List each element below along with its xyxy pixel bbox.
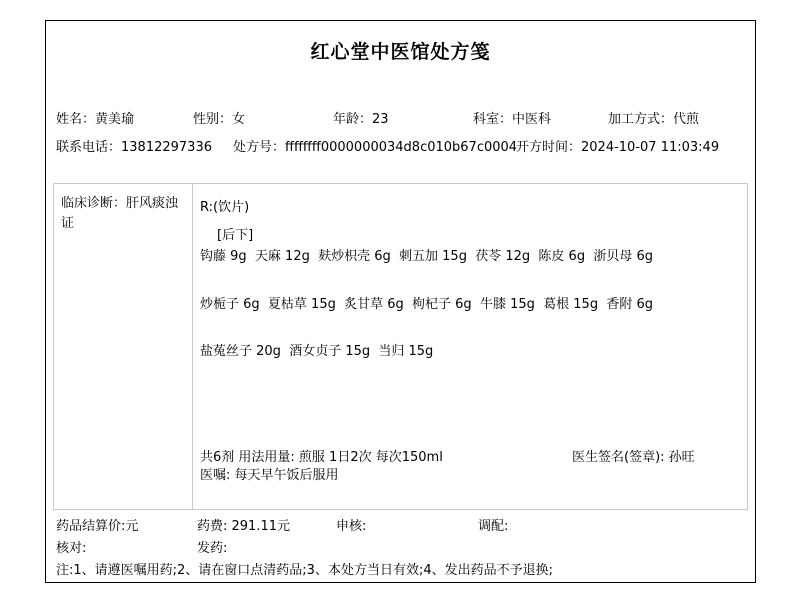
field-phone-label: 联系电话： xyxy=(56,140,122,155)
field-age-value: 23 xyxy=(372,112,389,127)
field-name xyxy=(56,108,134,127)
field-gender-value: 女 xyxy=(232,112,246,127)
rx-box xyxy=(53,183,748,510)
field-rx-number-label: 处方号： xyxy=(233,140,286,155)
field-rx-number-value: ffffffff0000000034d8c010b67c0004 xyxy=(285,140,518,155)
field-phone-value: 13812297336 xyxy=(121,140,212,155)
footer-check: 核对: xyxy=(56,541,87,556)
field-name-label: 姓名： xyxy=(56,112,96,127)
rx-herb-line: 炒栀子 6g 夏枯草 15g 炙甘草 6g 枸杞子 6g 牛膝 15g 葛根 15g 香附 6g xyxy=(200,297,653,312)
rx-herb-line: 钩藤 9g 天麻 12g 麸炒枳壳 6g 刺五加 15g 茯苓 12g 陈皮 6g 浙贝母 6g xyxy=(200,249,653,264)
footer-review: 申核: xyxy=(336,519,367,534)
field-department-label: 科室： xyxy=(473,112,513,127)
diagnosis-label: 临床诊断： xyxy=(61,196,127,211)
rx-header: R:(饮片) xyxy=(200,200,250,215)
doctor-signature: 医生签名(签章): 孙旺 xyxy=(572,450,695,465)
field-processing-value: 代煎 xyxy=(673,112,700,127)
page-title: 红心堂中医馆处方笺 xyxy=(310,41,491,63)
footer-settle-price: 药品结算价:元 xyxy=(56,519,139,534)
field-processing-label: 加工方式： xyxy=(608,112,674,127)
field-rx-number xyxy=(233,136,517,155)
field-gender-label: 性别： xyxy=(193,112,233,127)
footer-prepare: 调配: xyxy=(478,519,509,534)
footer-fee: 药费: 291.11元 xyxy=(197,519,290,534)
field-phone xyxy=(56,136,212,155)
field-department xyxy=(473,108,551,127)
field-name-value: 黄美瑜 xyxy=(95,112,135,127)
diagnosis-value: 肝风痰浊证 xyxy=(61,196,179,232)
field-gender xyxy=(193,108,245,127)
prescription-sheet xyxy=(45,20,756,583)
rx-decoction-note: [后下] xyxy=(217,228,254,243)
footer-note: 注:1、请遵医嘱用药;2、请在窗口点清药品;3、本处方当日有效;4、发出药品不予退换; xyxy=(56,563,553,578)
footer-dispense: 发药: xyxy=(197,541,228,556)
field-age-label: 年龄： xyxy=(333,112,373,127)
rx-instruction: 医嘱: 每天早午饭后服用 xyxy=(200,468,339,483)
field-issue-time-label: 开方时间： xyxy=(516,140,582,155)
rx-dosage: 共6剂 用法用量: 煎服 1日2次 每次150ml xyxy=(200,450,443,465)
field-processing xyxy=(608,108,699,127)
field-department-value: 中医科 xyxy=(512,112,552,127)
field-age xyxy=(333,108,389,127)
field-issue-time-value: 2024-10-07 11:03:49 xyxy=(581,140,720,155)
field-issue-time xyxy=(516,136,719,155)
rx-herb-line: 盐菟丝子 20g 酒女贞子 15g 当归 15g xyxy=(200,344,434,359)
diagnosis xyxy=(61,194,191,234)
rx-column-divider xyxy=(192,184,193,509)
